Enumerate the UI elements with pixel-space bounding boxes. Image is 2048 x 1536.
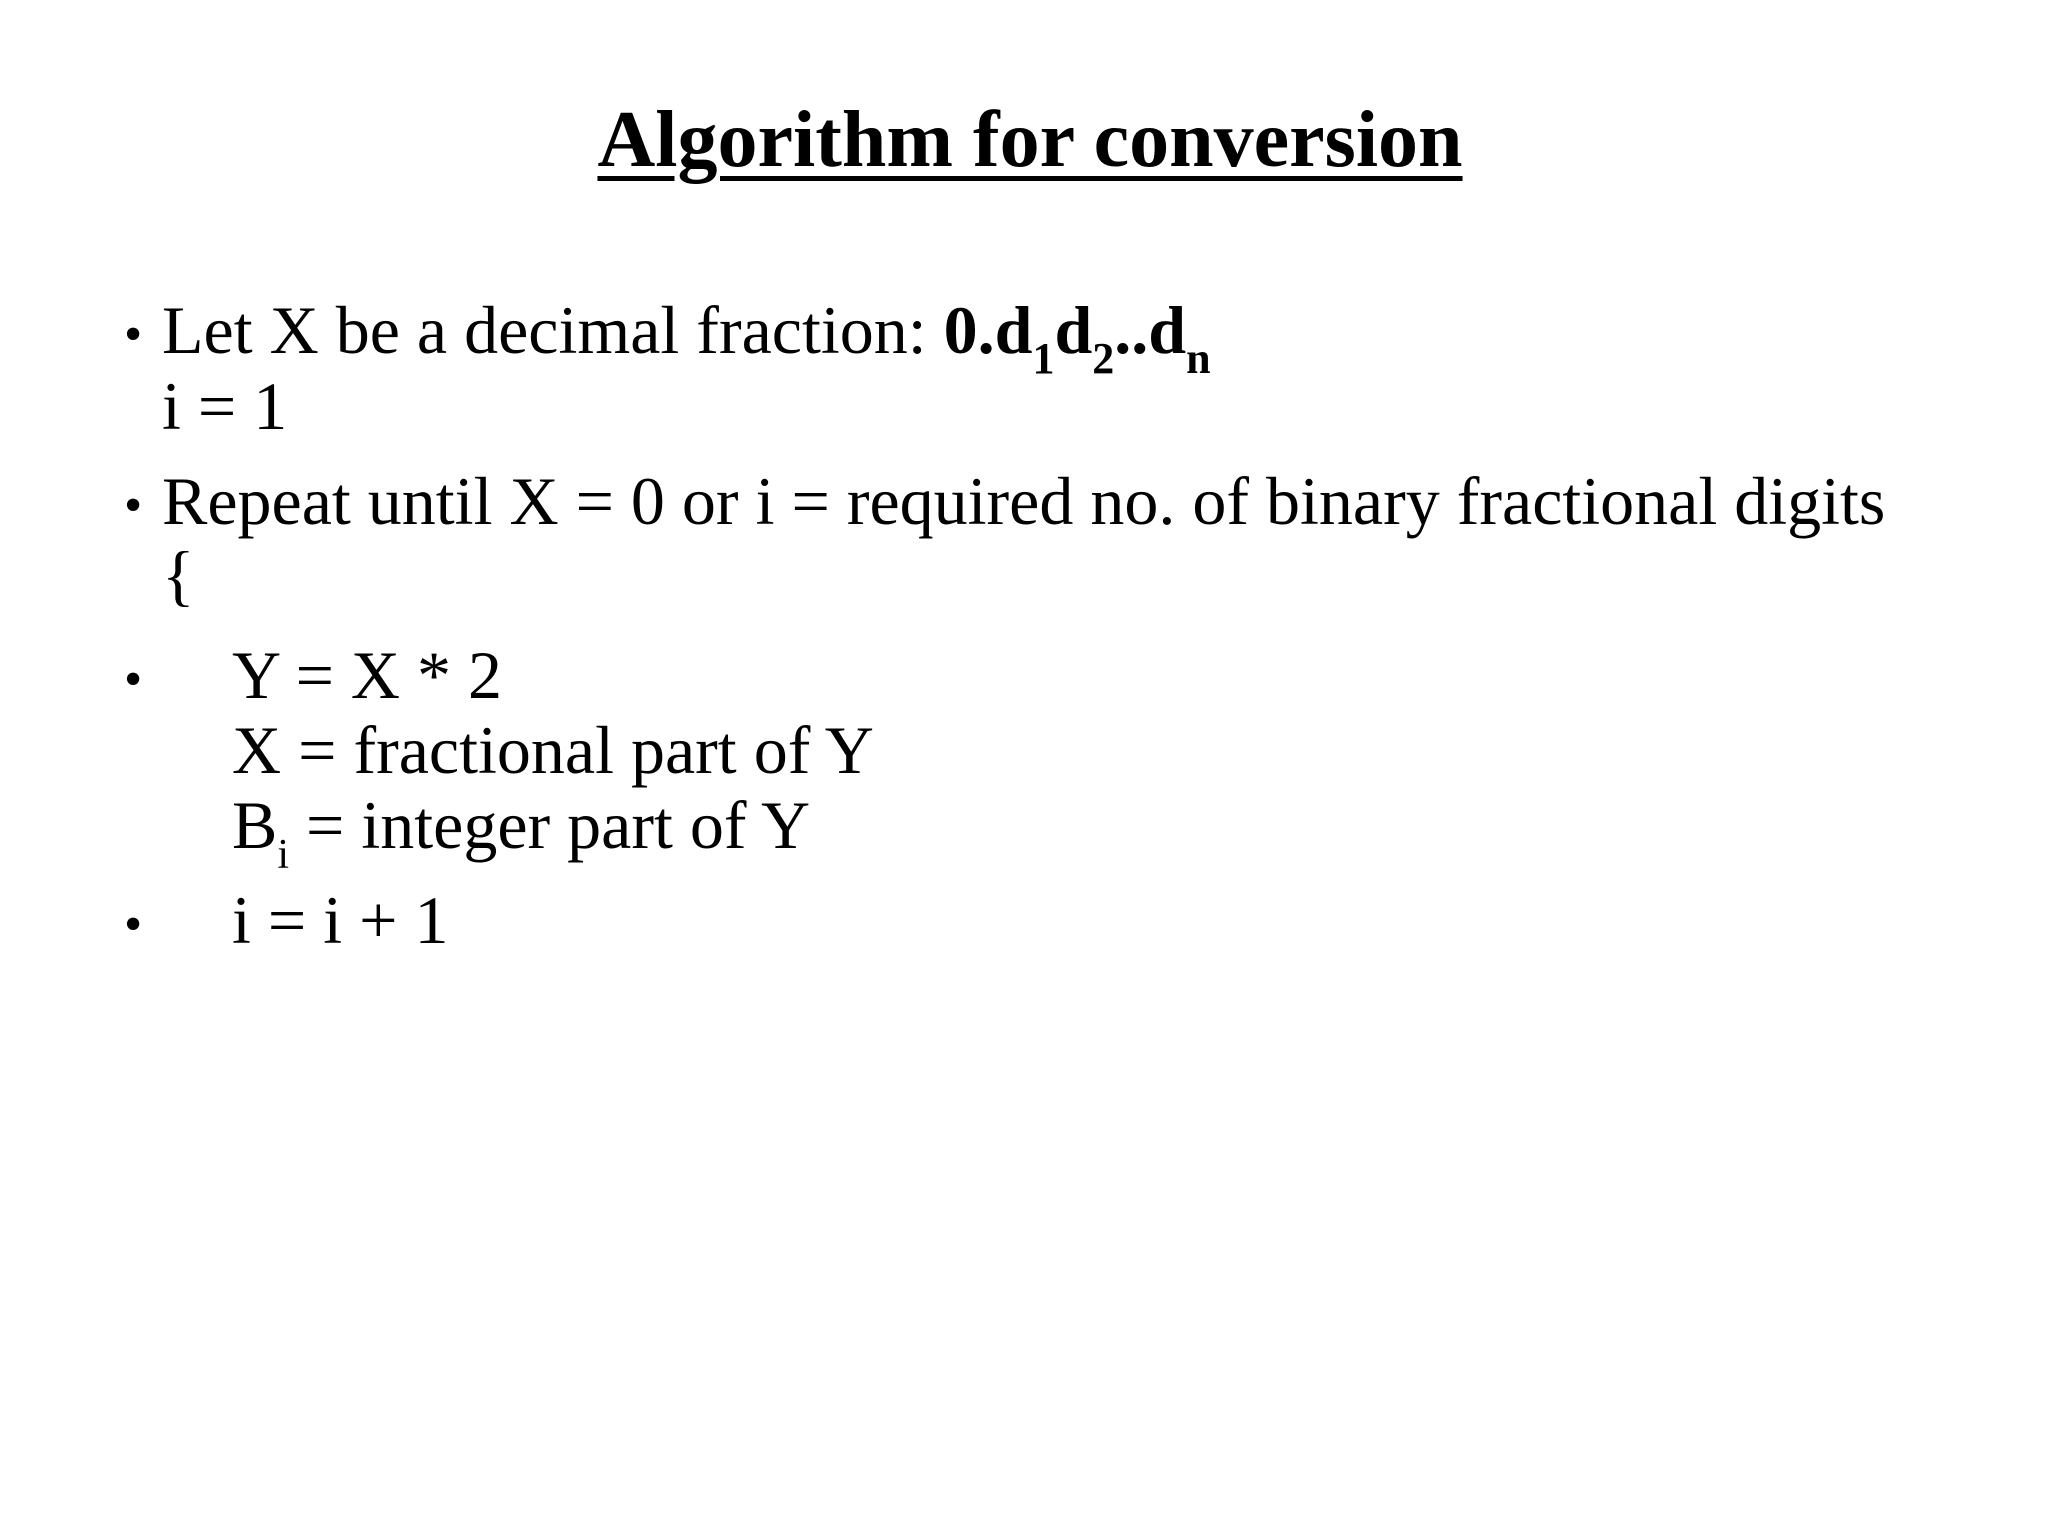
bullet-2-line-1: Repeat until X = 0 or i = required no. of binary fractional digits	[162, 463, 1886, 539]
formula-subscript-2: 2	[1092, 334, 1115, 383]
bullet-marker-4: •	[124, 896, 143, 953]
formula-subscript-n: n	[1186, 334, 1211, 383]
formula-part-2: d	[1054, 292, 1093, 368]
bullet-3-line-2: X = fractional part of Y	[232, 712, 874, 788]
bullet-marker-1: •	[124, 306, 143, 363]
bullet-marker-2: •	[124, 477, 143, 534]
bullet-2-line-2: {	[162, 537, 195, 613]
bullet-1-text: Let X be a decimal fraction:	[162, 292, 944, 368]
fraction-formula	[943, 292, 1211, 383]
bullet-marker-3: •	[124, 651, 143, 708]
bullet-1-line-2: i = 1	[162, 368, 288, 444]
formula-subscript-1: 1	[1032, 334, 1055, 383]
b-rest: = integer part of Y	[289, 787, 811, 863]
bullet-3-line-1: Y = X * 2	[232, 637, 503, 713]
slide-title: Algorithm for conversion	[597, 96, 1463, 184]
formula-part-3: ..d	[1114, 292, 1187, 368]
b-subscript-i: i	[277, 832, 290, 878]
formula-part-1: 0.d	[943, 292, 1033, 368]
bullet-1-line-1	[162, 292, 1211, 383]
b-base: B	[232, 787, 278, 863]
bullet-3-line-3	[232, 787, 811, 878]
bullet-4-line-1: i = i + 1	[232, 882, 449, 958]
